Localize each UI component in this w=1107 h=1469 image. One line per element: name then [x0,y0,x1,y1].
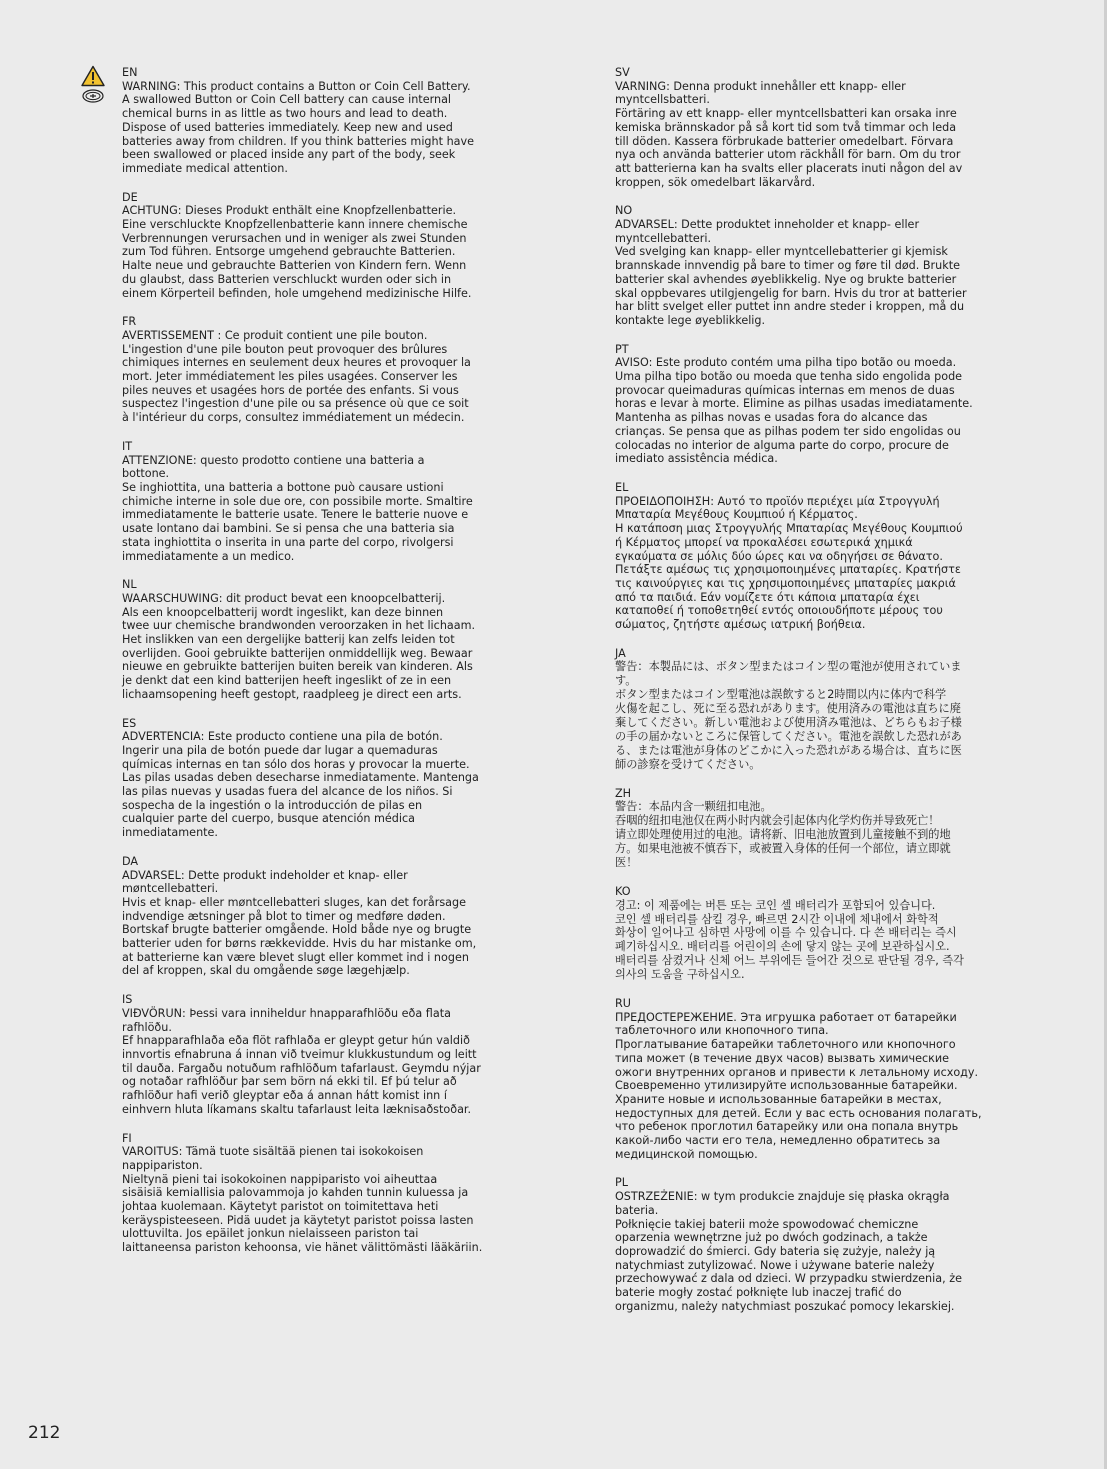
language-code: EN [122,66,138,79]
language-code: RU [615,997,631,1011]
language-code: PL [615,1176,628,1190]
language-code: PT [615,342,629,356]
language-code: NL [122,578,137,592]
warning-text: 警告：本品内含一颗纽扣电池。 吞咽的纽扣电池仅在两小时内就会引起体内化学灼伤并导致死亡！ 请立即处理使用过的电池。请将新、旧电池放置到儿童接触不到的地 方。如果电池被不慎吞下，或被置入身体的任何一个部位，请立即就 医！ [615,800,951,869]
warning-section-el [615,481,993,632]
warning-section-fr [122,315,500,425]
warning-section-pl [615,1176,993,1313]
warning-text: WARNING: This product contains a Button or Coin Cell Battery. A swallowed Button or Coin Cell battery can cause internal chemical burns in as little as two hours and lead to death. Dispose of used batteries immediately. Keep new and used batteries away from children. If you think batteries might have been swallowed or placed inside any part of the body, seek immediate medical attention. [122,79,475,175]
warning-section-fi [122,1132,500,1255]
right-column [615,66,993,1329]
warning-text: ACHTUNG: Dieses Produkt enthält eine Knopfzellenbatterie. Eine verschluckte Knopfzellenbatterie kann innere chemische Verbrennungen verursachen und in weniger als zwei Stunden zum Tod führen. Entsorge umgehend gebrauchte Batterien. Halte neue und gebrauchte Batterien von Kindern fern. Wenn du glaubst, dass Batterien verschluckt wurden oder sich in einem Körperteil befinden, hole umgehend medizinische Hilfe. [122,204,472,300]
warning-text: 경고: 이 제품에는 버튼 또는 코인 셀 배터리가 포함되어 있습니다. 코인 셀 배터리를 삼킬 경우, 빠르면 2시간 이내에 체내에서 화학적 화상이 일어나고 심하면 사망에 이를 수 있습니다. 다 쓴 배터리는 즉시 폐기하십시오. 배터리를 어린이의 손에 닿지 않는 곳에 보관하십시오. 배터리를 삼켰거나 신체 어느 부위에든 들어간 것으로 판단될 경우, 즉각 의사의 도움을 구하십시오. [615,898,964,982]
warning-text: VAROITUS: Tämä tuote sisältää pienen tai isokokoisen nappipariston. Nieltynä pieni tai isokokoinen nappiparisto voi aiheuttaa sisäisiä kemiallisia palovammoja jo kahden tunnin kuluessa ja johtaa kuolemaan. Käytetyt paristot on toimitettava heti keräyspisteeseen. Pidä uudet ja käytetyt paristot poissa lasten ulottuvilta. Jos epäilet jonkun nielaisseen pariston tai laittaneensa pariston kehoonsa, vie hänet välittömästi lääkäriin. [122,1145,483,1255]
warning-section-pt [615,343,993,466]
warning-section-is [122,993,500,1116]
warning-text: VIÐVÖRUN: Þessi vara inniheldur hnapparafhlöðu eða flata rafhlöðu. Ef hnapparafhlaða eða flöt rafhlaða er gleypt getur hún valdið innvortis efnabruna á innan við tveimur klukkustundum og leitt til dauða. Fargaðu notuðum rafhlöðum tafarlaust. Geymdu nýjar og notaðar rafhlöður þar sem börn ná ekki til. Ef þú telur að rafhlöður hafi verið gleyptar eða á annan hátt komist inn í einhvern hluta líkamans skaltu tafarlaust leita læknisaðstoðar. [122,1006,481,1116]
warning-section-da [122,855,500,978]
language-code: IT [122,439,133,453]
warning-section-de [122,191,500,301]
warning-text: ПРЕДОСТЕРЕЖЕНИЕ. Эта игрушка работает от батарейки таблеточного или кнопочного типа. Проглатывание батарейки таблеточного или кнопочного типа может (в течение двух часов) вызвать химические ожоги внутренних органов и привести к летальному исходу. Своевременно утилизируйте использованные батарейки. Храните новые и использованные батарейки в местах, недоступных для детей. Если у вас есть основания полагать, что ребенок проглотил батарейку или она попала внутрь какой-либо части его тела, немедленно обратитесь за медицинской помощью. [615,1010,982,1161]
warning-section-es [122,717,500,840]
language-code: FR [122,315,137,329]
warning-text: AVISO: Este produto contém uma pilha tipo botão ou moeda. Uma pilha tipo botão ou moeda que tenha sido engolida pode provocar queimaduras químicas internas em menos de duas horas e levar à morte. Elimine as pilhas usadas imediatamente. Mantenha as pilhas novas e usadas fora do alcance das crianças. Se pensa que as pilhas podem ter sido engolidas ou colocadas no interior de alguma parte do corpo, procure de imediato assistência médica. [615,356,973,466]
warning-section-ko [615,885,993,982]
language-code: KO [615,884,631,898]
language-code: IS [122,993,133,1007]
warning-text: VARNING: Denna produkt innehåller ett knapp- eller myntcellsbatteri. Förtäring av ett knapp- eller myntcellsbatteri kan orsaka inre kemiska brännskador på så kort tid som två timmar och leda till döden. Kassera förbrukade batterier omedelbart. Förvara nya och använda batterier utom räckhåll för barn. Om du tror att batterierna kan ha svalts eller placerats inuti någon del av kroppen, sök omedelbart läkarvård. [615,79,963,189]
warning-text: WAARSCHUWING: dit product bevat een knoopcelbatterij. Als een knoopcelbatterij wordt ingeslikt, kan deze binnen twee uur chemische brandwonden veroorzaken in het lichaam. Het inslikken van een dergelijke batterij kan zelfs leiden tot overlijden. Gooi gebruikte batterijen onmiddellijk weg. Bewaar nieuwe en gebruikte batterijen buiten bereik van kinderen. Als je denkt dat een kind batterijen heeft ingeslikt of ze in een lichaamsopening heeft gestopt, raadpleeg je direct een arts. [122,591,476,701]
warning-text: ATTENZIONE: questo prodotto contiene una batteria a bottone. Se inghiottita, una batteria a bottone può causare ustioni chimiche interne in sole due ore, con possibile morte. Smaltire immediatamente le batterie usate. Tenere le batterie nuove e usate lontano dai bambini. Se si pensa che una batteria sia stata inghiottita o inserita in una parte del corpo, rivolgersi immediatamente a un medico. [122,453,473,563]
language-code: EL [615,480,629,494]
warning-section-ru [615,997,993,1161]
warning-section-it [122,440,500,563]
warning-section-zh [615,787,993,870]
language-code: DA [122,854,139,868]
warning-section-nl [122,578,500,701]
warning-text: AVERTISSEMENT : Ce produit contient une pile bouton. L'ingestion d'une pile bouton peut provoquer des brûlures chimiques internes en seulement deux heures et provoquer la mort. Jeter immédiatement les piles usagées. Conserver les piles neuves et usagées hors de portée des enfants. Si vous suspectez l'ingestion d'une pile ou sa présence où que ce soit à l'intérieur du corps, consultez immédiatement un médecin. [122,328,471,425]
warning-icons [81,65,105,103]
language-code: FI [122,1131,132,1145]
language-code: ES [122,716,137,730]
left-column [122,66,500,1270]
warning-text: ADVERTENCIA: Este producto contiene una pila de botón. Ingerir una pila de botón puede dar lugar a quemaduras químicas internas en tan sólo dos horas y provocar la muerte. Las pilas usadas deben desecharse inmediatamente. Mantenga las pilas nuevas y usadas fuera del alcance de los niños. Si sospecha de la ingestión o la introducción de pilas en cualquier parte del cuerpo, busque atención médica inmediatamente. [122,730,479,840]
language-code: SV [615,66,630,79]
coin-battery-icon [81,89,105,103]
language-code: JA [615,646,626,660]
warning-text: ΠΡΟΕΙΔΟΠΟΙΗΣΗ: Αυτό το προϊόν περιέχει μία Στρογγυλή Μπαταρία Μεγέθους Κουμπιού ή Κέρματος. Η κατάποση μιας Στρογγυλής Μπαταρίας Μεγέθους Κουμπιού ή Κέρματος μπορεί να προκαλέσει εσωτερικά χημικά εγκαύματα σε μόλις δύο ώρες και να οδηγήσει σε θάνατο. Πετάξτε αμέσως τις χρησιμοποιημένες μπαταρίες. Κρατήστε τις καινούργιες και τις χρησιμοποιημένες μπαταρίες μακριά από τα παιδιά. Εάν νομίζετε ότι κάποια μπαταρία έχει καταποθεί ή τοποθετηθεί εντός οποιουδήποτε μέρους του σώματος, ζητήστε αμέσως ιατρική βοήθεια. [615,494,963,632]
warning-text: ADVARSEL: Dette produkt indeholder et knap- eller møntcellebatteri. Hvis et knap- eller møntcellebatteri sluges, kan det forårsage indvendige ætsninger på blot to timer og medføre døden. Bortskaf brugte batterier omgående. Hold både nye og brugte batterier uden for børns rækkevidde. Hvis du har mistanke om, at batterierne kan være blevet slugt eller kommet ind i nogen del af kroppen, skal du omgående søge lægehjælp. [122,868,477,978]
language-code: ZH [615,786,632,800]
warning-triangle-icon [81,65,105,87]
language-code: DE [122,190,138,204]
warning-text: OSTRZEŻENIE: w tym produkcie znajduje się płaska okrągła bateria. Połknięcie takiej baterii może spowodować chemiczne oparzenia wewnętrzne już po dwóch godzinach, a także doprowadzić do śmierci. Gdy bateria się zużyje, należy ją natychmiast zutylizować. Nowe i używane baterie należy przechowywać z dala od dzieci. W przypadku stwierdzenia, że baterie mogły zostać połknięte lub inaczej trafić do organizmu, należy natychmiast poszukać pomocy lekarskiej. [615,1190,962,1313]
warning-section-sv [615,66,993,189]
warning-section-en [122,66,500,176]
language-code: NO [615,204,633,218]
warning-section-no [615,204,993,327]
page-number: 212 [28,1423,61,1443]
warning-text: ADVARSEL: Dette produktet inneholder et knapp- eller myntcellebatteri. Ved svelging kan knapp- eller myntcellebatterier gi kjemisk brannskade innvendig på bare to timer og føre til død. Brukte batterier skal avhendes øyeblikkelig. Nye og brukte batterier skal oppbevares utilgjengelig for barn. Hvis du tror at batterier har blitt svelget eller puttet inn andre steder i kroppen, må du kontakte lege øyeblikkelig. [615,218,967,327]
warning-text: 警告：本製品には、ボタン型またはコイン型の電池が使用されていま す。 ボタン型またはコイン型電池は誤飲すると2時間以内に体内で科学 火傷を起こし、死に至る恐れがあります。使用済みの電池は直ちに廃 棄してください。新しい電池および使用済み電池は、どちらもお子様 の手の届かないところに保管してください。電池を誤飲した恐れがあ る、または電池が身体のどこかに入った恐れがある場合は、直ちに医 師の診察を受けてください。 [615,660,962,771]
warning-section-ja [615,647,993,772]
